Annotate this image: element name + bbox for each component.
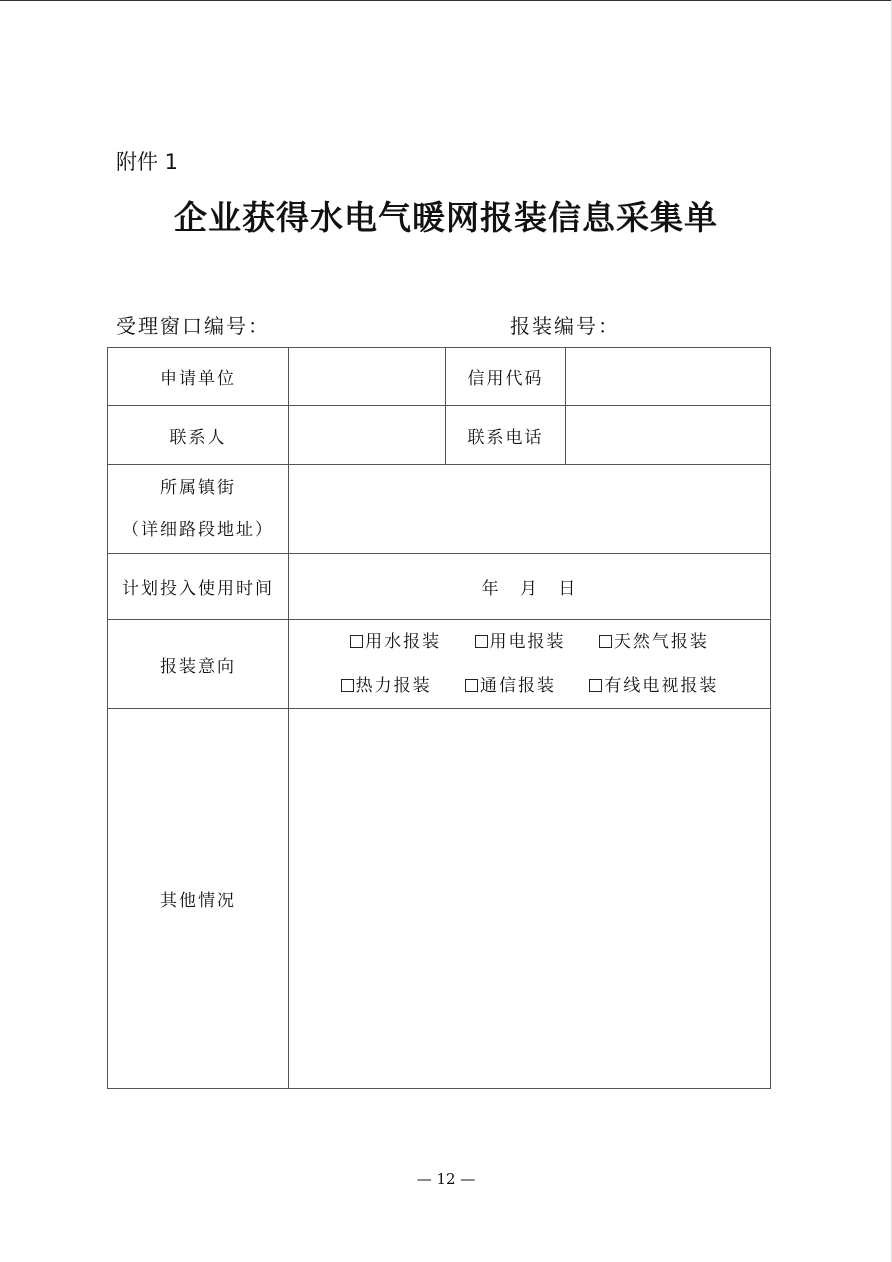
checkbox-icon[interactable]	[589, 679, 602, 692]
plan-time-label: 计划投入使用时间	[108, 554, 289, 620]
credit-code-field[interactable]	[566, 348, 771, 406]
checkbox-icon[interactable]	[475, 635, 488, 648]
checkbox-icon[interactable]	[465, 679, 478, 692]
gas-option[interactable]: 天然气报装	[599, 631, 709, 653]
intent-row-2	[289, 675, 770, 697]
info-form-table	[107, 347, 771, 1089]
other-field[interactable]	[289, 709, 771, 1089]
heating-option[interactable]: 热力报装	[341, 675, 432, 697]
date-year: 年	[481, 579, 501, 599]
checkbox-icon[interactable]	[350, 635, 363, 648]
phone-field[interactable]	[566, 406, 771, 465]
cable-tv-option[interactable]: 有线电视报装	[589, 675, 718, 697]
contact-label: 联系人	[108, 406, 289, 465]
electricity-option[interactable]: 用电报装	[475, 631, 566, 653]
town-label: 所属镇街	[160, 478, 236, 498]
telecom-option[interactable]: 通信报装	[465, 675, 556, 697]
top-border	[0, 0, 892, 1]
attachment-label: 附件 1	[116, 150, 179, 174]
plan-time-field[interactable]	[289, 554, 771, 620]
water-option[interactable]: 用水报装	[350, 631, 441, 653]
report-number-label: 报装编号：	[510, 314, 620, 338]
window-number-label: 受理窗口编号：	[116, 314, 270, 338]
applicant-field[interactable]	[289, 348, 446, 406]
address-label: （详细路段地址）	[122, 520, 274, 540]
intent-label: 报装意向	[108, 620, 289, 709]
checkbox-icon[interactable]	[341, 679, 354, 692]
page-title: 企业获得水电气暖网报装信息采集单	[174, 198, 718, 237]
credit-code-label: 信用代码	[446, 348, 566, 406]
page-number: — 12 —	[416, 1170, 476, 1188]
address-label-cell	[108, 465, 289, 554]
intent-row-1	[289, 631, 770, 653]
date-day: 日	[558, 579, 578, 599]
address-field[interactable]	[289, 465, 771, 554]
other-label: 其他情况	[108, 709, 289, 1089]
intent-options-cell	[289, 620, 771, 709]
contact-field[interactable]	[289, 406, 446, 465]
date-month: 月	[520, 579, 539, 599]
checkbox-icon[interactable]	[599, 635, 612, 648]
applicant-label: 申请单位	[108, 348, 289, 406]
phone-label: 联系电话	[446, 406, 566, 465]
